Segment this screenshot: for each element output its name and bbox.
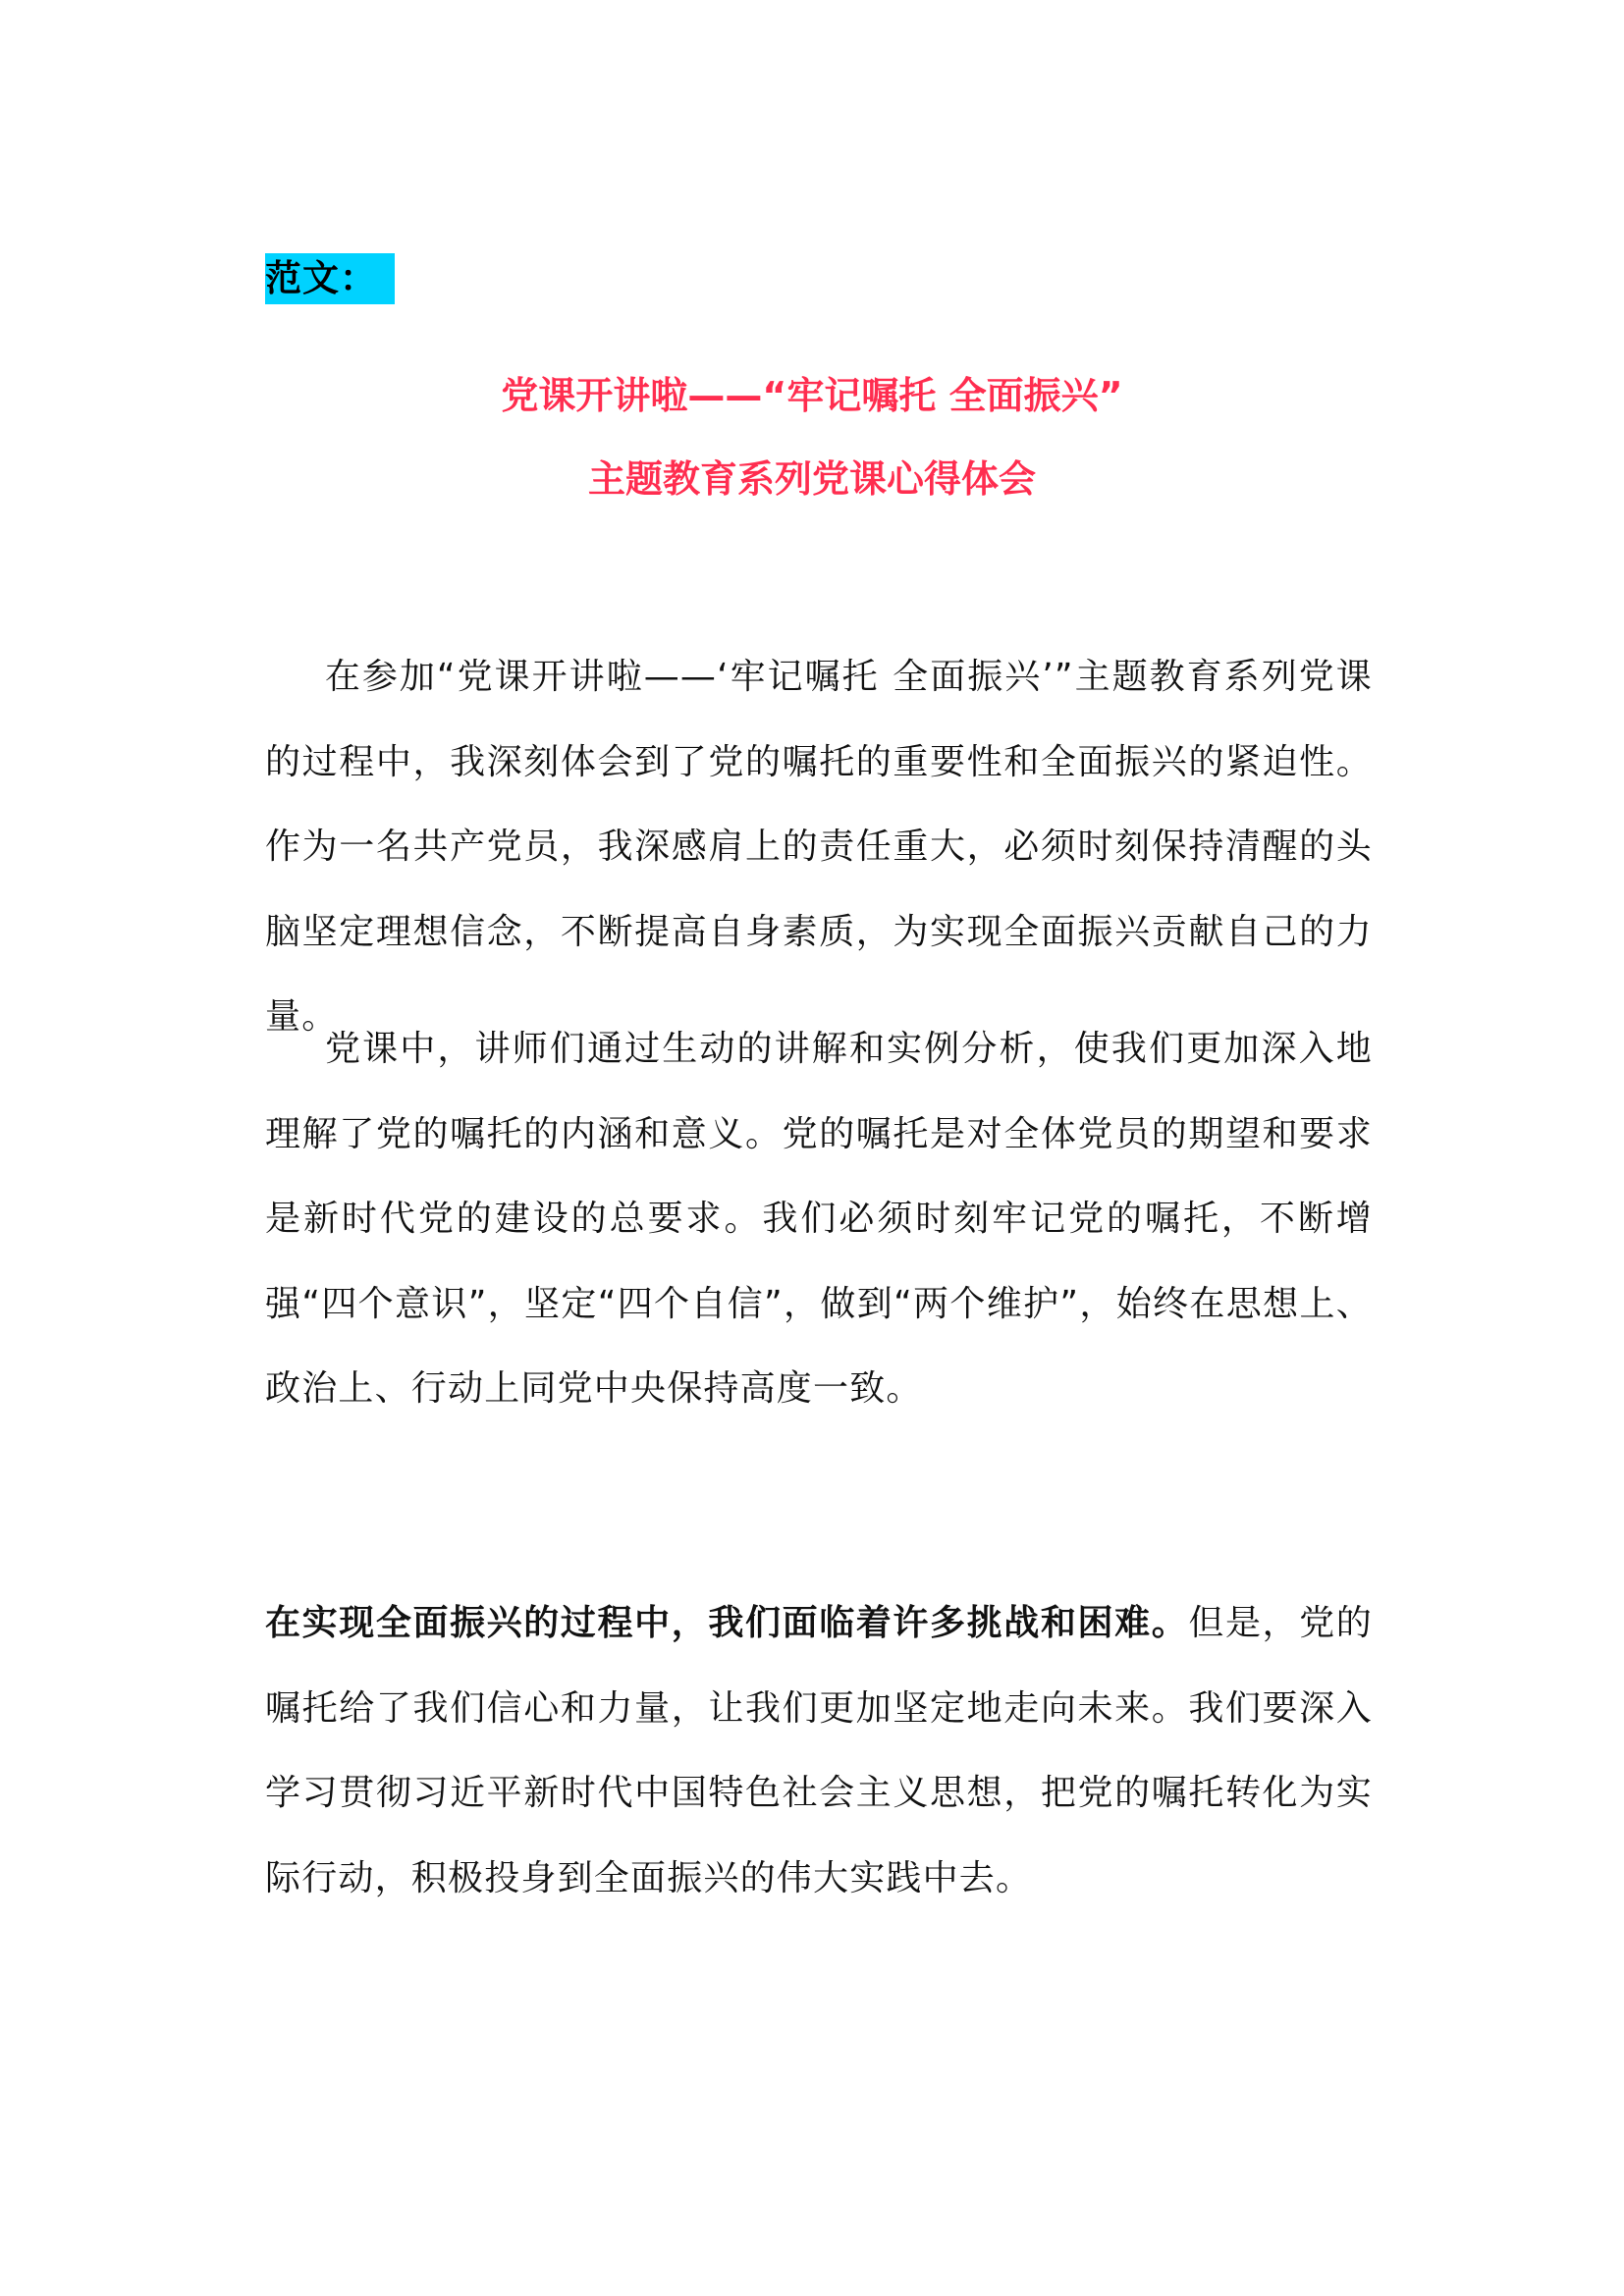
title-line-1: 党课开讲啦——“牢记嘱托 全面振兴” — [501, 374, 1123, 417]
paragraph-2 — [265, 1007, 1373, 1432]
title-line-2: 主题教育系列党课心得体会 — [587, 457, 1036, 501]
paragraph-3-text: 但是，党的嘱托给了我们信心和力量，让我们更加坚定地走向未来。我们要深入学习贯彻习近平新时代中国特色社会主义思想，把党的嘱托转化为实际行动，积极投身到全面振兴的伟大实践中去。 — [265, 1603, 1373, 1898]
paragraph-1 — [265, 635, 1373, 1060]
paragraph-3 — [265, 1581, 1373, 1921]
paragraph-2-text: 党课中，讲师们通过生动的讲解和实例分析，使我们更加深入地理解了党的嘱托的内涵和意义。党的嘱托是对全体党员的期望和要求是新时代党的建设的总要求。我们必须时刻牢记党的嘱托，不断增强“四个意识”，坚定“四个自信”，做到“两个维护”，始终在思想上、政治上、行动上同党中央保持高度一致。 — [265, 1029, 1373, 1409]
label-highlight: 范文： — [265, 253, 395, 304]
paragraph-3-bold-lead: 在实现全面振兴的过程中，我们面临着许多挑战和困难。 — [265, 1603, 1189, 1643]
paragraph-1-text: 在参加“党课开讲啦——‘牢记嘱托 全面振兴’”主题教育系列党课的过程中，我深刻体会到了党的嘱托的重要性和全面振兴的紧迫性。作为一名共产党员，我深感肩上的责任重大，必须时刻保持清醒的头脑坚定理想信念，不断提高自身素质，为实现全面振兴贡献自己的力量。 — [265, 657, 1373, 1037]
